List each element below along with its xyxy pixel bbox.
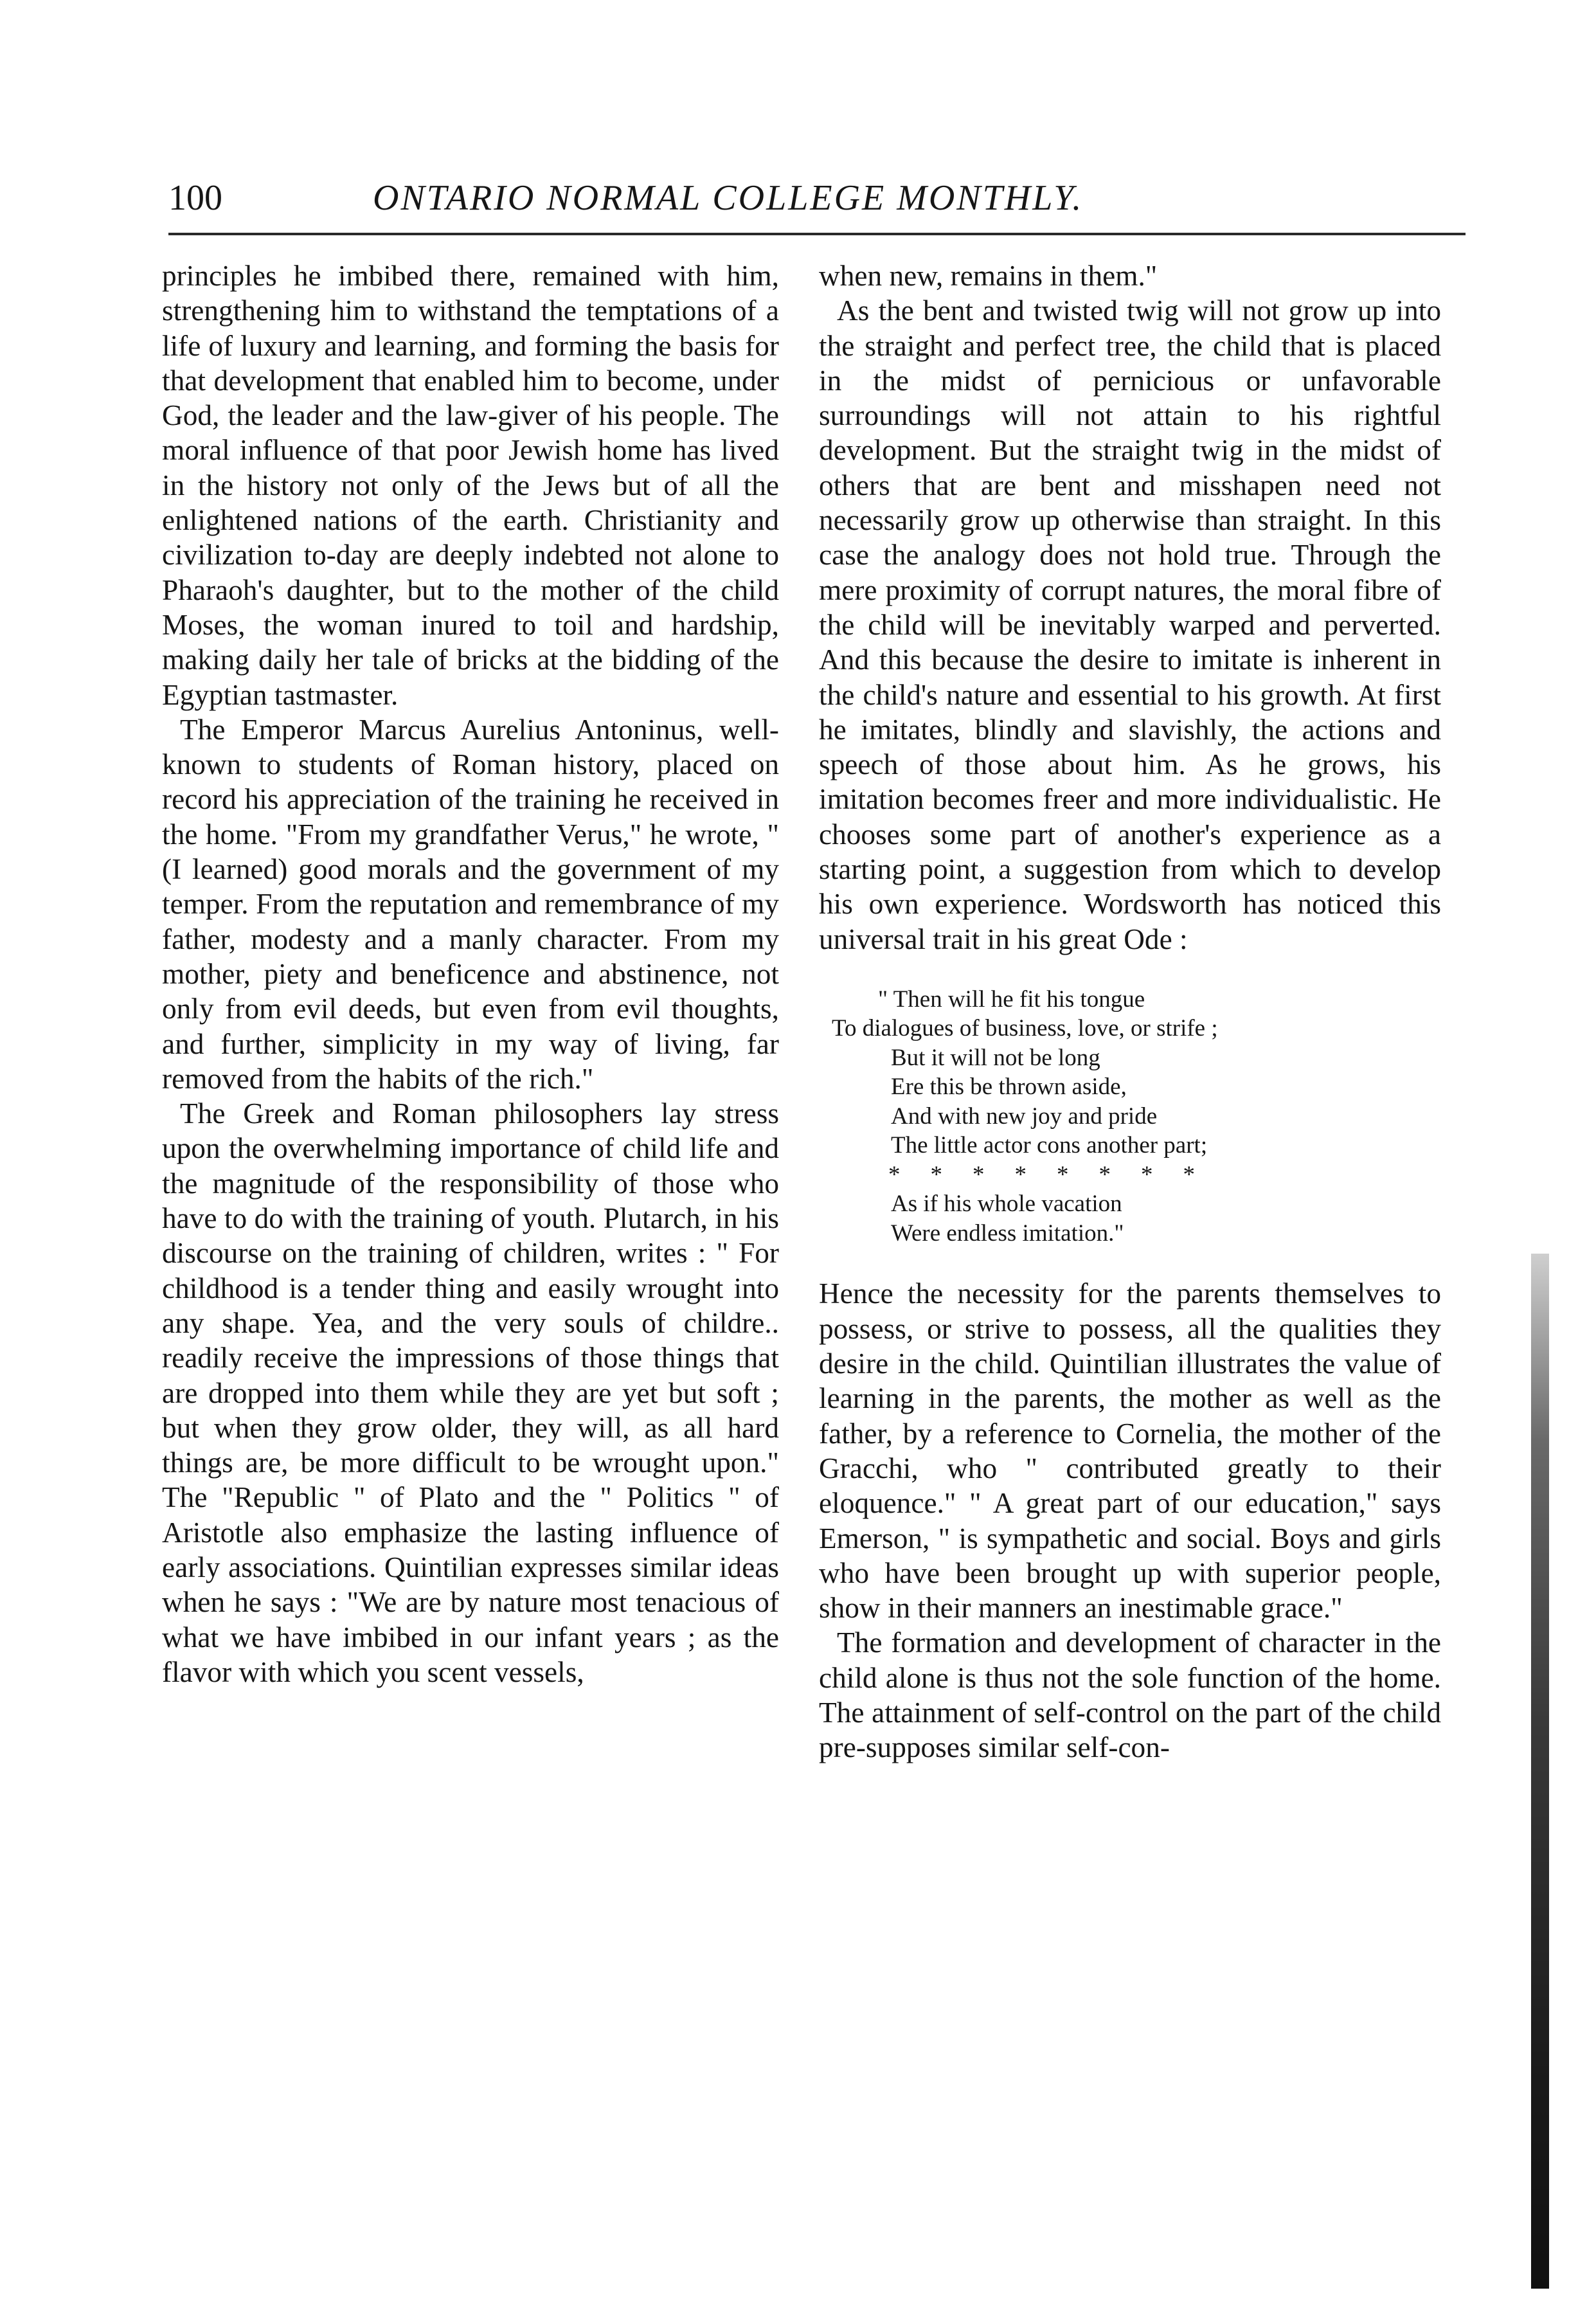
poem-quotation: [819, 985, 1441, 1248]
page-header: [168, 172, 1466, 224]
poem-ellipsis-stars: * * * * * * * *: [888, 1161, 1196, 1188]
paragraph: The Emperor Marcus Aurelius Antoninus, well-known to students of Roman history, placed on record his appreciation of the training he received in the home. "From my grandfather Verus," he wrote, " (I learned) good morals and the government of my temper. From the reputation and remembrance of my father, modesty and a manly character. From my mother, piety and beneficence and abstinence, not only from evil deeds, but even from evil thoughts, and further, simplicity in my way of living, far removed from the habits of the rich.": [162, 713, 779, 1095]
binding-edge-shadow: [1531, 1254, 1549, 2289]
right-column: [819, 258, 1441, 1765]
paragraph: The Greek and Roman philosophers lay stress upon the overwhelming importance of child life and the magnitude of the responsibility of those who have to do with the training of youth. Plutarch, in his discourse on the training of children, writes : " For childhood is a tender thing and easily wrought into any shape. Yea, and the very souls of childre.. readily receive the impressions of those things that are dropped into them while they are yet but soft ; but when they grow older, they will, as all hard things are, be more difficult to be wrought upon." The "Republic " of Plato and the " Politics " of Aristotle also emphasize the lasting influence of early associations. Quintilian expresses similar ideas when he says : "We are by nature most tenacious of what we have imbibed in our infant years ; as the flavor with which you scent vessels,: [162, 1097, 779, 1688]
poem-line: To dialogues of business, love, or strife ;: [832, 1015, 1218, 1042]
paragraph: principles he imbibed there, remained with him, strengthening him to withstand the temptations of a life of luxury and learning, and forming the basis for that development that enabled him to become, under God, the leader and the law-giver of his people. The moral influence of that poor Jewish home has lived in the history not only of the Jews but of all the enlightened nations of the earth. Christianity and civilization to-day are deeply indebted not alone to Pharaoh's daughter, but to the mother of the child Moses, the woman inured to toil and hardship, making daily her tale of bricks at the bidding of the Egyptian tastmaster.: [162, 260, 779, 711]
poem-line: The little actor cons another part;: [891, 1132, 1208, 1159]
page-number: 100: [168, 178, 222, 218]
paragraph: Hence the necessity for the parents themselves to possess, or strive to possess, all the qualities they desire in the child. Quintilian illustrates the value of learning in the parents, the mother as well as the father, by a reference to Cornelia, the mother of the Gracchi, who " contributed greatly to their eloquence." " A great part of our education," says Emerson, " is sympathetic and social. Boys and girls who have been brought up with superior people, show in their manners an inestimable grace.": [819, 1277, 1441, 1625]
left-column: [162, 258, 779, 1689]
paragraph: The formation and development of character in the child alone is thus not the sole function of the home. The attainment of self-control on the part of the child pre-supposes similar self-con-: [819, 1626, 1441, 1764]
paragraph: when new, remains in them.": [819, 260, 1158, 292]
running-title: ONTARIO NORMAL COLLEGE MONTHLY.: [373, 178, 1084, 218]
poem-line: And with new joy and pride: [891, 1103, 1158, 1130]
poem-line: As if his whole vacation: [891, 1191, 1122, 1218]
header-rule: [168, 233, 1466, 235]
poem-line: But it will not be long: [891, 1044, 1100, 1071]
poem-line: Were endless imitation.": [891, 1220, 1124, 1247]
poem-line: " Then will he fit his tongue: [878, 986, 1145, 1013]
paragraph: As the bent and twisted twig will not grow up into the straight and perfect tree, the child that is placed in the midst of pernicious or unfavorable surroundings will not attain to his rightful development. But the straight twig in the midst of others that are bent and misshapen need not necessarily grow up otherwise than straight. In this case the analogy does not hold true. Through the mere proximity of corrupt natures, the moral fibre of the child will be inevitably warped and perverted. And this because the desire to imitate is inherent in the child's nature and essential to his growth. At first he imitates, blindly and slavishly, the actions and speech of those about him. As he grows, his imitation becomes freer and more individualistic. He chooses some part of another's experience as a starting point, a suggestion from which to develop his own experience. Wordsworth has noticed this universal trait in his great Ode :: [819, 294, 1441, 955]
poem-line: Ere this be thrown aside,: [891, 1074, 1127, 1101]
